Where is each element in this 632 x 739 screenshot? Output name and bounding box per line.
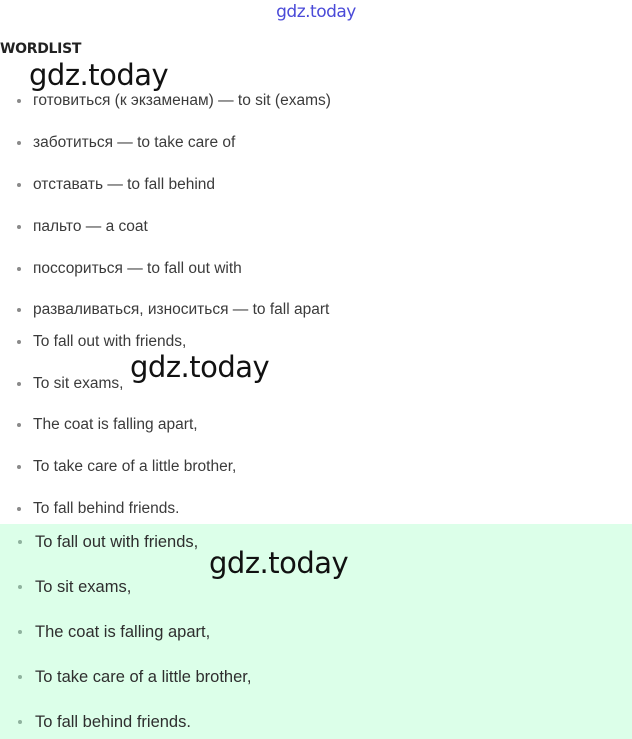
bullet-icon — [17, 225, 21, 229]
list-item — [0, 456, 236, 478]
list-item — [0, 576, 131, 598]
bullet-icon — [17, 465, 21, 469]
list-item-text: To take care of a little brother, — [35, 667, 252, 686]
list-item-text: To sit exams, — [35, 577, 132, 596]
list-item-text: заботиться — to take care of — [33, 134, 236, 151]
list-item-text: поссориться — to fall out with — [33, 260, 242, 277]
bullet-icon — [17, 308, 21, 312]
list-item-text: The coat is falling apart, — [35, 622, 211, 641]
list-item — [0, 498, 179, 520]
bullet-icon — [17, 183, 21, 187]
bullet-icon — [18, 540, 22, 544]
list-item — [0, 414, 198, 436]
list-item-text: разваливаться, износиться — to fall apart — [33, 301, 330, 318]
list-item-text: отставать — to fall behind — [33, 176, 216, 193]
bullet-icon — [18, 630, 22, 634]
list-item-text: To fall out with friends, — [35, 532, 199, 551]
list-item — [0, 299, 329, 321]
list-item — [0, 132, 235, 154]
bullet-icon — [17, 382, 21, 386]
site-brand: gdz.today — [276, 2, 356, 22]
bullet-icon — [18, 675, 22, 679]
list-item-text: To fall behind friends. — [35, 712, 191, 731]
bullet-icon — [17, 267, 21, 271]
list-item — [0, 90, 331, 112]
bullet-icon — [17, 141, 21, 145]
list-item — [0, 216, 148, 238]
bullet-icon — [17, 340, 21, 344]
list-item-text: To fall behind friends. — [33, 500, 180, 517]
list-item-text: To sit exams, — [33, 375, 124, 392]
wordlist-heading: WORDLIST — [0, 41, 82, 57]
list-item — [0, 621, 210, 643]
list-item — [0, 711, 191, 733]
watermark: gdz.today — [29, 58, 169, 92]
bullet-icon — [18, 720, 22, 724]
list-item — [0, 174, 215, 196]
bullet-icon — [17, 423, 21, 427]
bullet-icon — [18, 585, 22, 589]
bullet-icon — [17, 507, 21, 511]
list-item — [0, 666, 251, 688]
list-item-text: To take care of a little brother, — [33, 458, 237, 475]
list-item — [0, 531, 198, 553]
list-item — [0, 373, 123, 395]
watermark: gdz.today — [209, 546, 349, 580]
list-item-text: To fall out with friends, — [33, 333, 187, 350]
list-item — [0, 258, 242, 280]
list-item-text: пальто — a coat — [33, 218, 148, 235]
bullet-icon — [17, 99, 21, 103]
list-item-text: The coat is falling apart, — [33, 416, 198, 433]
watermark: gdz.today — [130, 350, 270, 384]
list-item-text: готовиться (к экзаменам) — to sit (exams) — [33, 92, 331, 109]
